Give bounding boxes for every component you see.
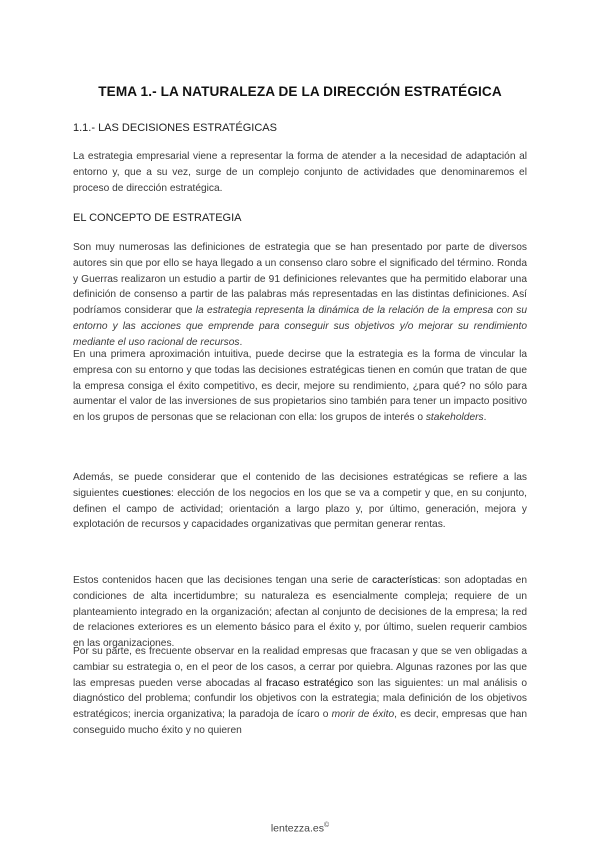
- paragraph-text: En una primera aproximación intuitiva, puede decirse que la estrategia es la forma de vincular la empresa con su entorno y que todas las decisiones estratégicas tienen en común que tratan de que la empresa consiga el éxito competitivo, es decir, mejore su rendimiento, ¿para qué? no sólo para aumentar el valor de las inversiones de sus propietarios sino también para tener un impacto positivo en los grupos de personas que se relacionan con ella: los grupos de interés o: [73, 349, 527, 424]
- paragraph-rest: : elección de los negocios en los que se va a competir y que, en su conjunto, definen el campo de actividad; orientación a largo plazo y, por último, generación, mejora y explotación de recursos y capacidades organizativas que permitan generar rentas.: [73, 487, 527, 531]
- paragraph-rest: : son adoptadas en condiciones de alta incertidumbre; su naturaleza es esencialmente compleja; requiere de un planteamiento integrado en la organización; afectan al conjunto de decisiones de la empresa; la red de relaciones exteriores es un elemento básico para el éxito y, por último, suelen requerir cambios en las organizaciones.: [73, 575, 527, 650]
- paragraph-caracteristicas: [73, 573, 527, 652]
- definition-italic: la estrategia representa la dinámica de la relación de la empresa con su entorno y las acciones que emprende para conseguir sus objetivos y/o mejorar su rendimiento mediante el uso racional de recursos: [73, 305, 528, 348]
- paragraph-definitions: [73, 240, 527, 351]
- paragraph-end: , es decir, empresas que han conseguido mucho éxito y no quieren: [73, 709, 527, 736]
- paragraph-mid: son las siguientes: un mal análisis o diagnóstico del problema; confundir los objetivos con la estrategia; mala definición de los objetivos estratégicos; inercia organizativa; la paradoja de ícaro o: [73, 677, 527, 721]
- subheading-concepto: EL CONCEPTO DE ESTRATEGIA: [73, 212, 242, 224]
- caracteristicas-term: características: [372, 575, 438, 586]
- paragraph-intuitive: [73, 347, 527, 426]
- cuestiones-term: cuestiones: [122, 487, 172, 499]
- morir-exito-italic: morir de éxito: [331, 709, 395, 721]
- paragraph-text: Estos contenidos hacen que las decisiones tengan una serie de: [73, 575, 373, 586]
- paragraph-cuestiones: [73, 470, 527, 533]
- footer-site: lentezza.es: [270, 822, 324, 835]
- section-heading: 1.1.- LAS DECISIONES ESTRATÉGICAS: [73, 122, 277, 134]
- paragraph-end: .: [483, 412, 487, 424]
- paragraph-text: Además, se puede considerar que el contenido de las decisiones estratégicas se refiere a las siguientes: [73, 472, 527, 499]
- paragraph-fracaso: [73, 644, 527, 739]
- paragraph-text: Por su parte, es frecuente observar en la realidad empresas que fracasan y que se ven obligadas a cambiar su estrategia o, en el peor de los casos, a cerrar por quiebra. Algunas razones por las que las empresas pueden verse abocadas al: [73, 646, 527, 689]
- copyright-mark: ©: [323, 822, 330, 829]
- paragraph-text: Son muy numerosas las definiciones de estrategia que se han presentado por parte de diversos autores sin que por ello se haya llegado a un consenso claro sobre el significado del término. Ronda y Guerras realizaron un estudio a partir de 91 definiciones relevantes que ha permitido elaborar una definición de consenso a partir de las palabras más representadas en las distintas definiciones. Así podríamos considerar que: [73, 242, 527, 317]
- paragraph-end: .: [239, 336, 243, 348]
- page-footer: [0, 822, 600, 835]
- stakeholders-italic: stakeholders: [425, 412, 484, 424]
- fracaso-term: fracaso estratégico: [265, 677, 354, 689]
- intro-paragraph: La estrategia empresarial viene a representar la forma de atender a la necesidad de adaptación al entorno y, que a su vez, surge de un complejo conjunto de actividades que denominaremos el proceso de dirección estratégica.: [73, 151, 527, 194]
- document-title: TEMA 1.- LA NATURALEZA DE LA DIRECCIÓN ESTRATÉGICA: [98, 84, 502, 99]
